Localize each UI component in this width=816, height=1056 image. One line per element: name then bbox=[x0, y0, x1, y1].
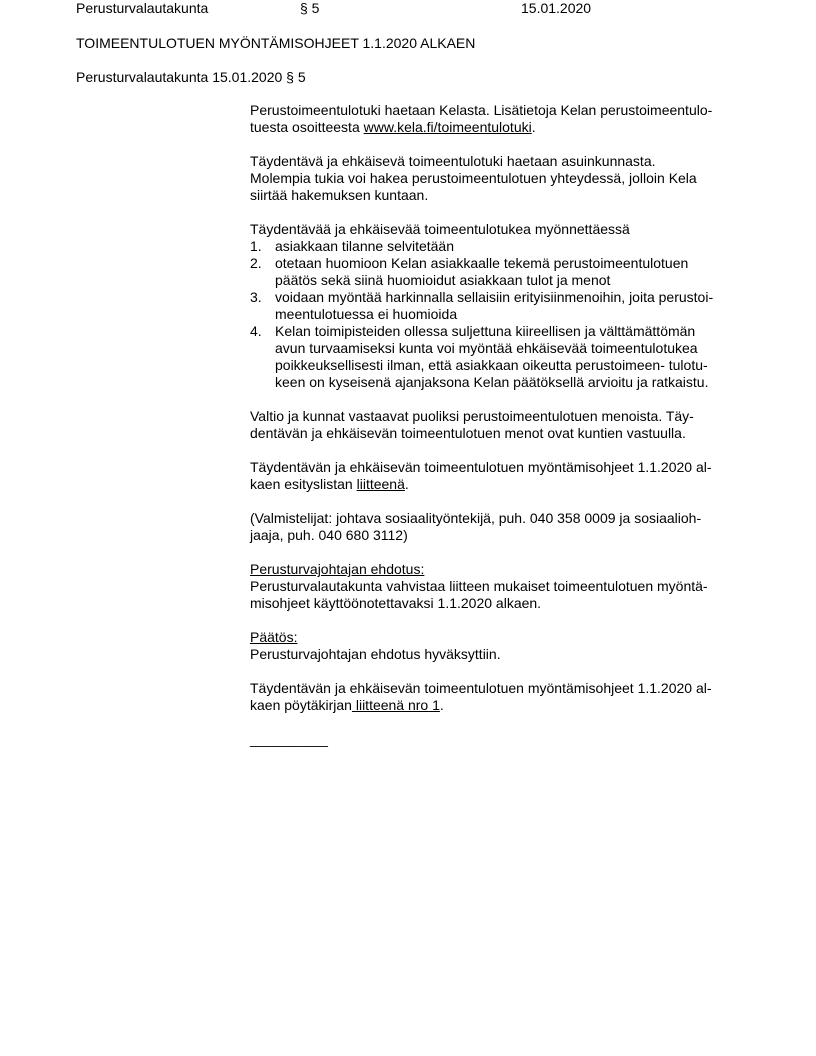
text-line: Perusturvajohtajan ehdotus hyväksyttiin. bbox=[250, 646, 501, 662]
text-line bbox=[250, 119, 740, 136]
paragraph-funding bbox=[250, 408, 740, 442]
decision-heading: Päätös: bbox=[250, 629, 298, 645]
text-line: otetaan huomioon Kelan asiakkaalle tekemä perustoimeentulotuen bbox=[275, 255, 689, 271]
text-line: avun turvaamiseksi kunta voi myöntää ehkäisevää toimeentulotukea bbox=[275, 340, 698, 356]
decision-section bbox=[250, 629, 740, 663]
text-line: meentulotuessa ei huomioida bbox=[275, 306, 458, 322]
text-line: voidaan myöntää harkinnalla sellaisiin erityisiinmenoihin, joita perustoi- bbox=[275, 289, 714, 305]
paragraph-preparers bbox=[250, 510, 740, 544]
text-line: Täydentävän ja ehkäisevän toimeentulotuen myöntämisohjeet 1.1.2020 al- bbox=[250, 680, 712, 696]
text-line: Kelan toimipisteiden ollessa suljettuna kiireellisen ja välttämättömän bbox=[275, 323, 696, 339]
text-segment: . bbox=[531, 119, 536, 135]
end-rule: __________ bbox=[250, 731, 328, 747]
text-segment: . bbox=[404, 476, 409, 492]
header-section: § 5 bbox=[300, 0, 320, 16]
text-line: Täydentävän ja ehkäisevän toimeentulotuen myöntämisohjeet 1.1.2020 al- bbox=[250, 459, 712, 475]
agenda-attachment-link[interactable]: liitteenä bbox=[356, 476, 405, 492]
text-segment: kaen esityslistan bbox=[250, 476, 357, 492]
text-line bbox=[250, 697, 740, 714]
text-line: poikkeuksellisesti ilman, että asiakkaan oikeutta perustoimeen- tulotu- bbox=[275, 357, 708, 373]
text-segment: . bbox=[439, 697, 444, 713]
proposal-heading: Perusturvajohtajan ehdotus: bbox=[250, 561, 425, 577]
header-board: Perusturvalautakunta bbox=[76, 0, 209, 16]
text-line: jaaja, puh. 040 680 3112) bbox=[250, 527, 408, 543]
paragraph-municipality bbox=[250, 153, 740, 204]
criteria-section bbox=[250, 221, 740, 391]
text-line: siirtää hakemuksen kuntaan. bbox=[250, 187, 429, 203]
text-line: (Valmistelijat: johtava sosiaalityöntekijä, puh. 040 358 0009 ja sosiaalioh- bbox=[250, 510, 702, 526]
paragraph-kela-info bbox=[250, 102, 740, 136]
criteria-list bbox=[250, 238, 740, 391]
proposal-section bbox=[250, 561, 740, 612]
text-line: Täydentävä ja ehkäisevä toimeentulotuki haetaan asuinkunnasta. bbox=[250, 153, 656, 169]
text-line: Molempia tukia voi hakea perustoimeentulotuen yhteydessä, jolloin Kela bbox=[250, 170, 697, 186]
meeting-reference: Perusturvalautakunta 15.01.2020 § 5 bbox=[76, 69, 306, 85]
list-number: 2. bbox=[250, 255, 262, 271]
text-line: Perusturvalautakunta vahvistaa liitteen mukaiset toimeentulotuen myöntä- bbox=[250, 578, 708, 594]
list-item bbox=[250, 289, 740, 323]
header-date: 15.01.2020 bbox=[521, 0, 592, 16]
document-body bbox=[250, 102, 740, 748]
list-item bbox=[250, 238, 740, 255]
text-line bbox=[250, 476, 740, 493]
list-item bbox=[250, 255, 740, 289]
list-number: 1. bbox=[250, 238, 262, 254]
list-item bbox=[250, 323, 740, 391]
text-line: keen on kyseisenä ajanjaksona Kelan päätöksellä arvioitu ja ratkaistu. bbox=[275, 374, 709, 390]
list-intro: Täydentävää ja ehkäisevää toimeentulotukea myönnettäessä bbox=[250, 221, 630, 237]
list-number: 4. bbox=[250, 323, 262, 339]
list-number: 3. bbox=[250, 289, 262, 305]
paragraph-minutes-attachment bbox=[250, 680, 740, 714]
text-line: päätös sekä siinä huomioidut asiakkaan tulot ja menot bbox=[275, 272, 611, 288]
text-line: dentävän ja ehkäisevän toimeentulotuen menot ovat kuntien vastuulla. bbox=[250, 425, 686, 441]
paragraph-agenda-attachment bbox=[250, 459, 740, 493]
text-line: asiakkaan tilanne selvitetään bbox=[275, 238, 455, 254]
document-title: TOIMEENTULOTUEN MYÖNTÄMISOHJEET 1.1.2020 ALKAEN bbox=[76, 35, 476, 51]
kela-link[interactable]: www.kela.fi/toimeentulotuki bbox=[363, 119, 532, 135]
minutes-attachment-link[interactable]: liitteenä nro 1 bbox=[351, 697, 440, 713]
text-line: Perustoimeentulotuki haetaan Kelasta. Lisätietoja Kelan perustoimeentulo- bbox=[250, 102, 713, 118]
text-segment: kaen pöytäkirjan bbox=[250, 697, 352, 713]
text-line: Valtio ja kunnat vastaavat puoliksi perustoimeentulotuen menoista. Täy- bbox=[250, 408, 694, 424]
text-segment: tuesta osoitteesta bbox=[250, 119, 364, 135]
text-line: misohjeet käyttöönotettavaksi 1.1.2020 alkaen. bbox=[250, 595, 542, 611]
